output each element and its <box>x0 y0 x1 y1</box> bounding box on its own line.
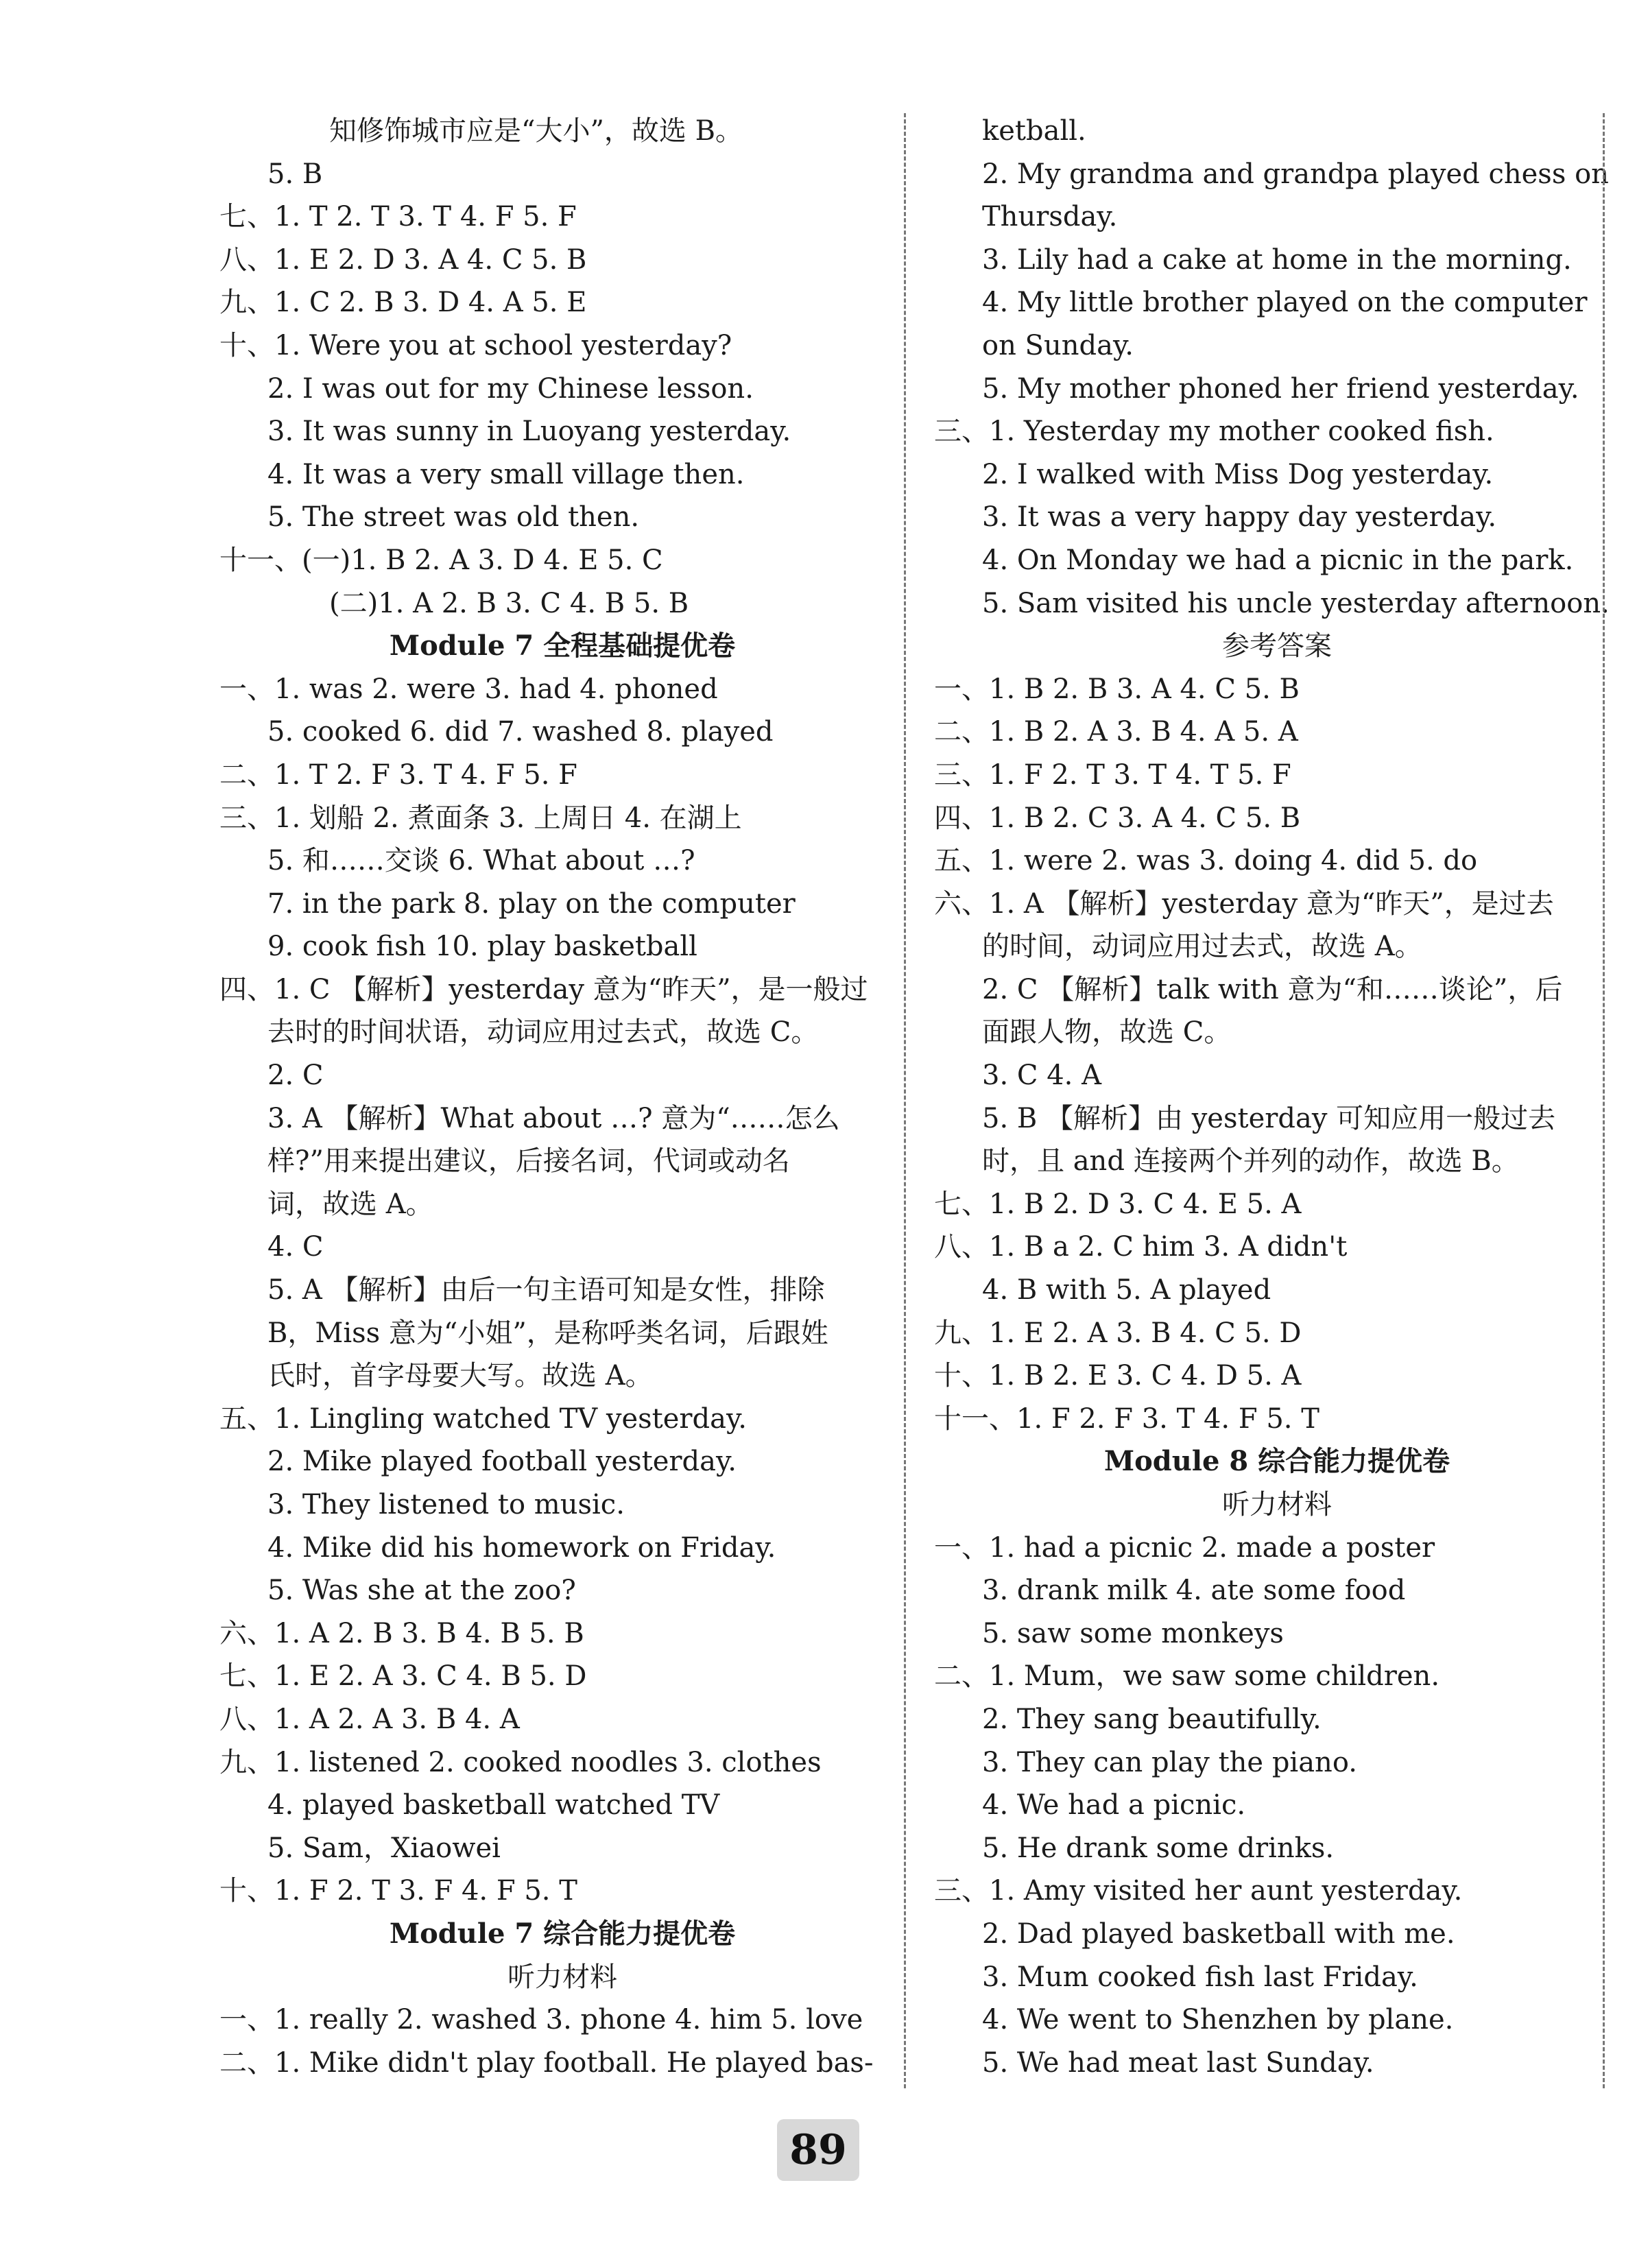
answer-line: 5. The street was old then. <box>267 501 640 534</box>
answer-line: 5. We had meat last Sunday. <box>982 2046 1374 2079</box>
answer-line: 四、1. C 【解析】yesterday 意为“昨天”，是一般过 <box>219 973 868 1005</box>
answer-line: 氏时，首字母要大写。故选 A。 <box>267 1360 653 1392</box>
left-column <box>219 110 905 2084</box>
answer-line: 2. Mike played football yesterday. <box>267 1446 737 1478</box>
answer-line: 5. B 【解析】由 yesterday 可知应用一般过去 <box>982 1102 1556 1134</box>
answer-line: 4. Mike did his homework on Friday. <box>267 1531 776 1564</box>
answer-line: 5. saw some monkeys <box>982 1617 1284 1649</box>
answer-line: 时，且 and 连接两个并列的动作，故选 B。 <box>982 1145 1519 1178</box>
answer-line: 九、1. C 2. B 3. D 4. A 5. E <box>219 287 587 319</box>
answer-line: 词，故选 A。 <box>267 1188 433 1220</box>
answer-line: 3. They can play the piano. <box>982 1746 1357 1778</box>
right-column <box>934 110 1620 2084</box>
answer-line: 5. 和……交谈 6. What about …? <box>267 845 695 877</box>
answer-line: 三、1. F 2. T 3. T 4. T 5. F <box>934 759 1291 791</box>
answer-line: 5. Was she at the zoo? <box>267 1575 576 1607</box>
answer-line: 五、1. Lingling watched TV yesterday. <box>219 1402 747 1435</box>
answer-line: 4. It was a very small village then. <box>267 458 745 490</box>
answer-line: 十、1. F 2. T 3. F 4. F 5. T <box>219 1875 577 1907</box>
answer-line: 5. My mother phoned her friend yesterday. <box>982 372 1579 405</box>
answer-line: 八、1. E 2. D 3. A 4. C 5. B <box>219 243 587 276</box>
answer-line: 一、1. really 2. washed 3. phone 4. him 5. love <box>219 2004 863 2036</box>
answer-line: 9. cook fish 10. play basketball <box>267 931 697 963</box>
answer-line: 十一、(一)1. B 2. A 3. D 4. E 5. C <box>219 544 663 576</box>
answer-line: 去时的时间状语，动词应用过去式，故选 C。 <box>267 1016 819 1049</box>
answer-line: 六、1. A 【解析】yesterday 意为“昨天”，是过去 <box>934 887 1554 920</box>
answer-line: 面跟人物，故选 C。 <box>982 1016 1232 1049</box>
answer-line: 2. C <box>267 1060 324 1092</box>
section-title: Module 7 全程基础提优卷 <box>389 630 736 663</box>
answer-line: 样?”用来提出建议，后接名词，代词或动名 <box>267 1145 790 1178</box>
section-title: Module 7 综合能力提优卷 <box>389 1917 736 1950</box>
section-subtitle: 听力材料 <box>507 1961 617 1993</box>
answer-line: 5. B <box>267 158 323 190</box>
answer-line: 3. Lily had a cake at home in the morning. <box>982 243 1572 276</box>
answer-line: 二、1. T 2. F 3. T 4. F 5. F <box>219 759 577 791</box>
answer-line: 五、1. were 2. was 3. doing 4. did 5. do <box>934 845 1478 877</box>
answer-line: 九、1. listened 2. cooked noodles 3. clothes <box>219 1746 822 1778</box>
answer-line: 七、1. E 2. A 3. C 4. B 5. D <box>219 1660 587 1693</box>
answer-line: 的时间，动词应用过去式，故选 A。 <box>982 931 1422 963</box>
answer-line: 九、1. E 2. A 3. B 4. C 5. D <box>934 1317 1302 1349</box>
answer-line: 二、1. Mum，we saw some children. <box>934 1660 1440 1693</box>
answer-line: (二)1. A 2. B 3. C 4. B 5. B <box>329 587 689 619</box>
answer-line: 三、1. 划船 2. 煮面条 3. 上周日 4. 在湖上 <box>219 802 742 834</box>
answer-line: 一、1. was 2. were 3. had 4. phoned <box>219 673 718 705</box>
answer-line: 十、1. Were you at school yesterday? <box>219 329 732 361</box>
answer-line: 七、1. B 2. D 3. C 4. E 5. A <box>934 1188 1302 1220</box>
answer-line: 2. They sang beautifully. <box>982 1703 1322 1735</box>
answer-line: 2. Dad played basketball with me. <box>982 1918 1455 1950</box>
answer-line: 四、1. B 2. C 3. A 4. C 5. B <box>934 802 1301 834</box>
answer-line: 7. in the park 8. play on the computer <box>267 887 796 920</box>
answer-line: 3. It was a very happy day yesterday. <box>982 501 1497 534</box>
answer-line: 4. C <box>267 1231 324 1263</box>
answer-line: 一、1. B 2. B 3. A 4. C 5. B <box>934 673 1300 705</box>
answer-line: 3. Mum cooked fish last Friday. <box>982 1961 1418 1993</box>
answer-line: 5. Sam，Xiaowei <box>267 1832 501 1864</box>
answer-line: 2. C 【解析】talk with 意为“和……谈论”，后 <box>982 973 1563 1005</box>
section-title: Module 8 综合能力提优卷 <box>1103 1445 1450 1478</box>
answer-line: 4. We went to Shenzhen by plane. <box>982 2004 1454 2036</box>
answer-line: 4. My little brother played on the computer <box>982 287 1588 319</box>
answer-line: 4. played basketball watched TV <box>267 1789 720 1822</box>
page-number: 89 <box>777 2119 859 2181</box>
answer-line: 知修饰城市应是“大小”，故选 B。 <box>329 115 743 147</box>
answer-line: 5. Sam visited his uncle yesterday afternoon. <box>982 587 1610 619</box>
column-divider <box>904 113 906 2088</box>
answer-line: Thursday. <box>982 201 1118 233</box>
answer-line: 5. A 【解析】由后一句主语可知是女性，排除 <box>267 1274 825 1306</box>
answer-line: on Sunday. <box>982 329 1134 361</box>
answer-line: 二、1. B 2. A 3. B 4. A 5. A <box>934 716 1298 748</box>
answer-line: 3. C 4. A <box>982 1060 1101 1092</box>
answer-line: 二、1. Mike didn't play football. He played bas- <box>219 2046 874 2079</box>
answer-line: 3. It was sunny in Luoyang yesterday. <box>267 416 791 448</box>
answer-line: 八、1. A 2. A 3. B 4. A <box>219 1703 520 1735</box>
right-edge-divider <box>1603 113 1605 2088</box>
answer-line: 六、1. A 2. B 3. B 4. B 5. B <box>219 1617 584 1649</box>
answer-line: B，Miss 意为“小姐”，是称呼类名词，后跟姓 <box>267 1317 828 1349</box>
answer-line: 4. On Monday we had a picnic in the park. <box>982 544 1574 576</box>
section-subtitle: 听力材料 <box>1222 1489 1332 1520</box>
answer-line: 3. They listened to music. <box>267 1489 625 1520</box>
answer-line: 七、1. T 2. T 3. T 4. F 5. F <box>219 201 577 233</box>
section-subtitle: 参考答案 <box>1222 630 1332 663</box>
answer-line: 3. A 【解析】What about …? 意为“……怎么 <box>267 1102 840 1134</box>
answer-line: 2. I walked with Miss Dog yesterday. <box>982 458 1494 490</box>
answer-line: 十一、1. F 2. F 3. T 4. F 5. T <box>934 1402 1319 1435</box>
answer-line: 2. My grandma and grandpa played chess on <box>982 158 1609 190</box>
answer-line: 3. drank milk 4. ate some food <box>982 1575 1406 1607</box>
answer-line: 4. We had a picnic. <box>982 1789 1246 1822</box>
answer-line: 三、1. Yesterday my mother cooked fish. <box>934 416 1494 448</box>
answer-line: 4. B with 5. A played <box>982 1274 1271 1306</box>
answer-line: 八、1. B a 2. C him 3. A didn't <box>934 1231 1348 1263</box>
answer-line: 5. He drank some drinks. <box>982 1832 1335 1864</box>
answer-line: 一、1. had a picnic 2. made a poster <box>934 1531 1435 1564</box>
answer-line: 2. I was out for my Chinese lesson. <box>267 372 754 405</box>
answer-line: 5. cooked 6. did 7. washed 8. played <box>267 716 774 748</box>
answer-line: 十、1. B 2. E 3. C 4. D 5. A <box>934 1360 1302 1392</box>
answer-line: ketball. <box>982 115 1086 147</box>
answer-line: 三、1. Amy visited her aunt yesterday. <box>934 1875 1463 1907</box>
